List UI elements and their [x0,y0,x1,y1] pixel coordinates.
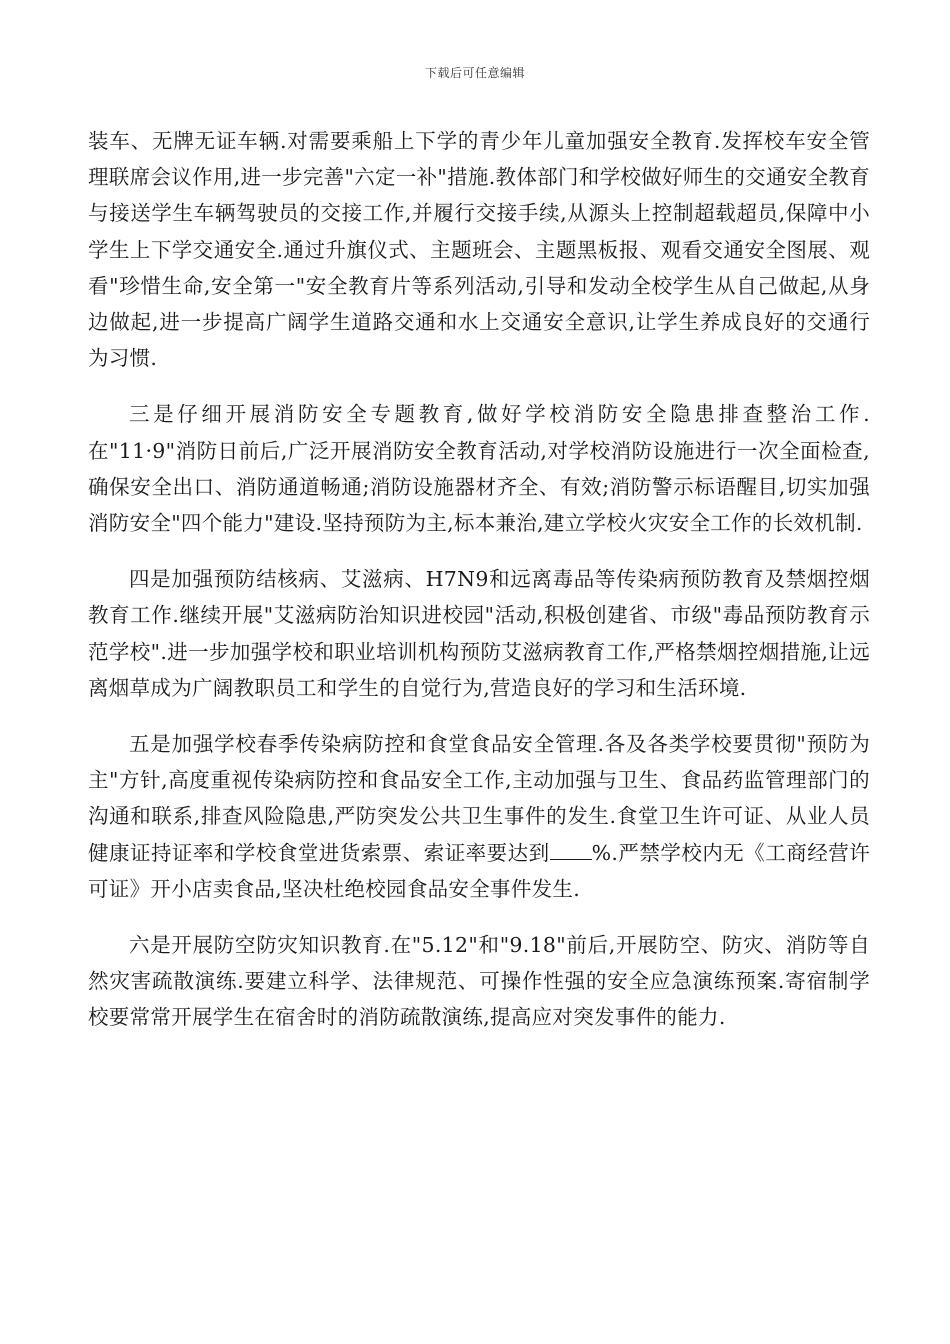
paragraph-disaster-drill: 六是开展防空防灾知识教育.在"5.12"和"9.18"前后,开展防空、防灾、消防等自然灾害疏散演练.要建立科学、法律规范、可操作性强的安全应急演练预案.寄宿制学校要常常开展学生在宿舍时的消防疏散演练,提高应对突发事件的能力. [88,933,870,1030]
paragraph-disease-prevention: 四是加强预防结核病、艾滋病、H7N9和远离毒品等传染病预防教育及禁烟控烟教育工作.继续开展"艾滋病防治知识进校园"活动,积极创建省、市级"毒品预防教育示范学校".进一步加强学校和职业培训机构预防艾滋病教育工作,严格禁烟控烟措施,让远离烟草成为广阔教职员工和学生的自觉行为,营造良好的学习和生活环境. [88,567,870,700]
fill-in-blank [550,839,592,860]
page-header-note: 下载后可任意编辑 [424,66,525,80]
food-safety-text-before-blank: 五是加强学校春季传染病防控和食堂食品安全管理.各及各类学校要贯彻"预防为主"方针,高度重视传染病防控和食品安全工作,主动加强与卫生、食品药监管理部门的沟通和联系,排查风险隐患,严防突发公共卫生事件的发生.食堂卫生许可证、从业人员健康证持证率和学校食堂进货索票、索证率要达到 [88,732,870,865]
document-body [88,123,870,1056]
paragraph-food-safety [88,726,870,907]
paragraph-fire-safety: 三是仔细开展消防安全专题教育,做好学校消防安全隐患排查整治工作.在"11·9"消防日前后,广泛开展消防安全教育活动,对学校消防设施进行一次全面检查,确保安全出口、消防通道畅通;消防设施器材齐全、有效;消防警示标语醒目,切实加强消防安全"四个能力"建设.坚持预防为主,标本兼治,建立学校火灾安全工作的长效机制. [88,402,870,536]
paragraph-traffic-safety: 装车、无牌无证车辆.对需要乘船上下学的青少年儿童加强安全教育.发挥校车安全管理联席会议作用,进一步完善"六定一补"措施.教体部门和学校做好师生的交通安全教育与接送学生车辆驾驶员的交接工作,并履行交接手续,从源头上控制超载超员,保障中小学生上下学交通安全.通过升旗仪式、主题班会、主题黑板报、观看交通安全图展、观看"珍惜生命,安全第一"安全教育片等系列活动,引导和发动全校学生从自己做起,从身边做起,进一步提高广阔学生道路交通和水上交通安全意识,让学生养成良好的交通行为习惯. [88,129,870,371]
food-safety-text-after-blank: %.严禁学校内无《工商经营许可证》开小店卖食品,坚决杜绝校园食品安全事件发生. [88,840,870,901]
